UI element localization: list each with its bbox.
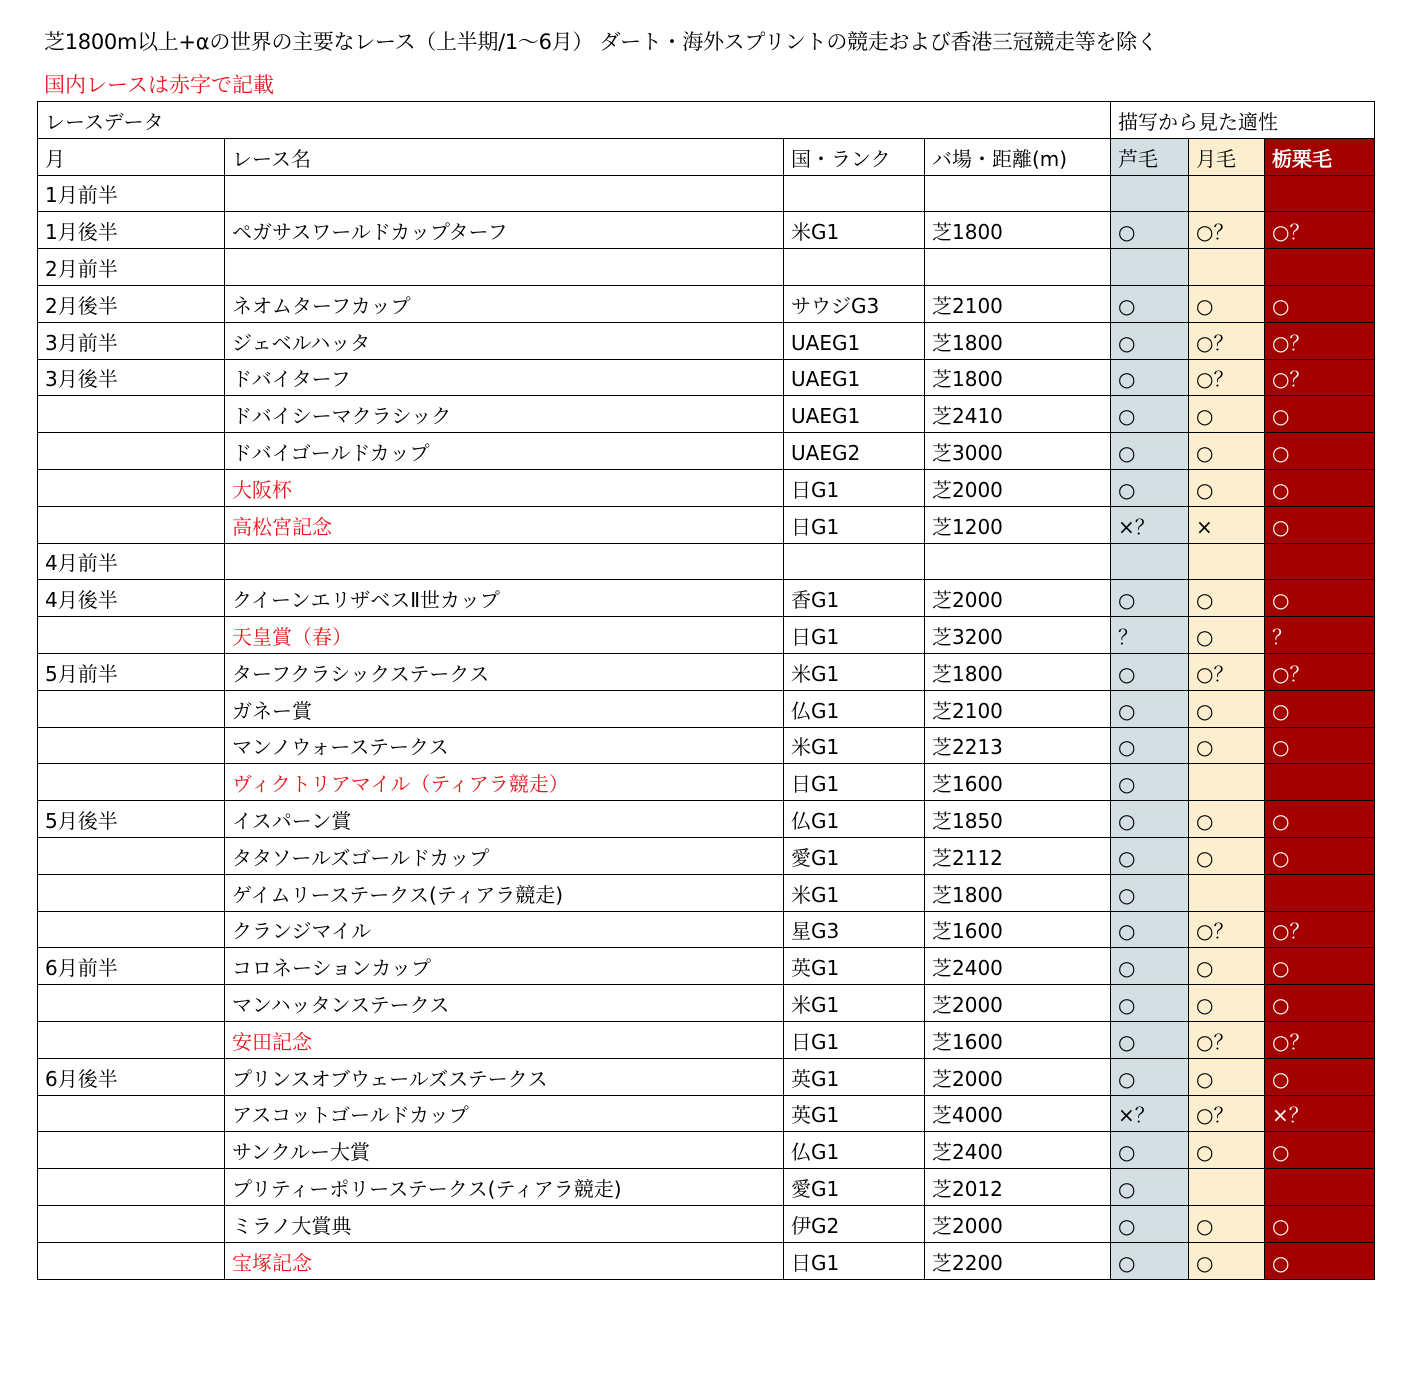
cell-month	[38, 874, 225, 911]
cell-ash: ○	[1111, 801, 1189, 838]
cell-course: 芝3000	[925, 433, 1111, 470]
table-row	[38, 911, 1375, 948]
cell-moon: ○？	[1189, 1095, 1265, 1132]
cell-ash: ○	[1111, 653, 1189, 690]
cell-month	[38, 506, 225, 543]
cell-race: クランジマイル	[225, 911, 784, 948]
cell-ash	[1111, 543, 1189, 580]
cell-month	[38, 985, 225, 1022]
table-row	[38, 285, 1375, 322]
cell-month: 6月前半	[38, 948, 225, 985]
cell-moon: ○	[1189, 1058, 1265, 1095]
cell-rank: UAEG1	[784, 359, 925, 396]
cell-race	[225, 249, 784, 286]
cell-course: 芝2000	[925, 1058, 1111, 1095]
cell-ash: ○	[1111, 212, 1189, 249]
section-race-data: レースデータ	[38, 102, 1111, 139]
cell-ash: ○	[1111, 1169, 1189, 1206]
cell-race: アスコットゴールドカップ	[225, 1095, 784, 1132]
cell-race: 宝塚記念	[225, 1242, 784, 1279]
cell-rank	[784, 543, 925, 580]
cell-moon: ○	[1189, 837, 1265, 874]
cell-race: タタソールズゴールドカップ	[225, 837, 784, 874]
cell-chest: ○	[1265, 801, 1375, 838]
cell-chest	[1265, 874, 1375, 911]
cell-course: 芝3200	[925, 617, 1111, 654]
cell-moon	[1189, 874, 1265, 911]
table-row	[38, 543, 1375, 580]
table-row	[38, 837, 1375, 874]
cell-chest	[1265, 1169, 1375, 1206]
cell-race: コロネーションカップ	[225, 948, 784, 985]
cell-chest: ○	[1265, 469, 1375, 506]
header-chest: 栃栗毛	[1265, 138, 1375, 175]
table-row	[38, 175, 1375, 212]
cell-race: ペガサスワールドカップターフ	[225, 212, 784, 249]
page-title: 芝1800m以上+αの世界の主要なレース（上半期/1〜6月） ダート・海外スプリントの競走および香港三冠競走等を除く	[44, 30, 1158, 54]
table-row	[38, 1205, 1375, 1242]
cell-rank: 日G1	[784, 1242, 925, 1279]
cell-moon: ○	[1189, 801, 1265, 838]
cell-chest: ○？	[1265, 359, 1375, 396]
cell-moon	[1189, 249, 1265, 286]
cell-month	[38, 1242, 225, 1279]
cell-course: 芝1850	[925, 801, 1111, 838]
section-header-row	[38, 102, 1375, 139]
cell-rank: 米G1	[784, 985, 925, 1022]
table-row	[38, 1169, 1375, 1206]
cell-race: イスパーン賞	[225, 801, 784, 838]
cell-rank: 日G1	[784, 1021, 925, 1058]
table-row	[38, 1058, 1375, 1095]
column-header-row	[38, 138, 1375, 175]
cell-moon: ○	[1189, 433, 1265, 470]
section-aptitude: 描写から見た適性	[1111, 102, 1375, 139]
cell-month: 6月後半	[38, 1058, 225, 1095]
cell-race: サンクルー大賞	[225, 1132, 784, 1169]
cell-moon	[1189, 175, 1265, 212]
cell-race: ドバイターフ	[225, 359, 784, 396]
cell-ash: ○	[1111, 433, 1189, 470]
cell-chest: ○	[1265, 433, 1375, 470]
cell-rank: 伊G2	[784, 1205, 925, 1242]
cell-race: ゲイムリーステークス(ティアラ競走)	[225, 874, 784, 911]
cell-month	[38, 617, 225, 654]
table-row	[38, 1242, 1375, 1279]
cell-race: 安田記念	[225, 1021, 784, 1058]
cell-race: 天皇賞（春）	[225, 617, 784, 654]
cell-course: 芝1600	[925, 1021, 1111, 1058]
cell-course: 芝2000	[925, 580, 1111, 617]
table-row	[38, 801, 1375, 838]
cell-race: ジェベルハッタ	[225, 322, 784, 359]
cell-course: 芝1800	[925, 359, 1111, 396]
cell-moon: ○？	[1189, 1021, 1265, 1058]
cell-race: 高松宮記念	[225, 506, 784, 543]
cell-rank: 日G1	[784, 506, 925, 543]
cell-chest: ○	[1265, 1242, 1375, 1279]
race-table	[37, 101, 1375, 1280]
table-row	[38, 617, 1375, 654]
cell-month	[38, 690, 225, 727]
cell-ash: ○	[1111, 911, 1189, 948]
cell-course: 芝2200	[925, 1242, 1111, 1279]
cell-chest: ○？	[1265, 911, 1375, 948]
cell-month: 4月前半	[38, 543, 225, 580]
cell-month	[38, 1132, 225, 1169]
cell-rank: 愛G1	[784, 837, 925, 874]
cell-moon: ○	[1189, 469, 1265, 506]
cell-chest: ×？	[1265, 1095, 1375, 1132]
cell-race: ヴィクトリアマイル（ティアラ競走）	[225, 764, 784, 801]
cell-ash: ○	[1111, 1058, 1189, 1095]
cell-course: 芝2400	[925, 948, 1111, 985]
cell-moon: ○？	[1189, 653, 1265, 690]
table-row	[38, 1021, 1375, 1058]
cell-moon: ○？	[1189, 359, 1265, 396]
cell-moon	[1189, 1169, 1265, 1206]
cell-month: 2月後半	[38, 285, 225, 322]
cell-rank: 米G1	[784, 212, 925, 249]
cell-rank: 香G1	[784, 580, 925, 617]
cell-rank: 英G1	[784, 1058, 925, 1095]
cell-chest: ○	[1265, 580, 1375, 617]
table-row	[38, 1095, 1375, 1132]
cell-rank: 米G1	[784, 874, 925, 911]
table-row	[38, 212, 1375, 249]
cell-course: 芝2000	[925, 985, 1111, 1022]
cell-moon: ○	[1189, 1205, 1265, 1242]
cell-course: 芝4000	[925, 1095, 1111, 1132]
cell-rank: UAEG2	[784, 433, 925, 470]
cell-course: 芝2410	[925, 396, 1111, 433]
header-moon: 月毛	[1189, 138, 1265, 175]
cell-month: 4月後半	[38, 580, 225, 617]
cell-race: マンハッタンステークス	[225, 985, 784, 1022]
cell-chest: ○	[1265, 985, 1375, 1022]
cell-moon: ○	[1189, 285, 1265, 322]
cell-rank: サウジG3	[784, 285, 925, 322]
table-row	[38, 396, 1375, 433]
cell-moon: ○	[1189, 948, 1265, 985]
table-row	[38, 322, 1375, 359]
cell-month: 5月前半	[38, 653, 225, 690]
cell-rank: 英G1	[784, 1095, 925, 1132]
cell-ash	[1111, 249, 1189, 286]
cell-ash: ○	[1111, 469, 1189, 506]
table-row	[38, 874, 1375, 911]
cell-ash: ×？	[1111, 1095, 1189, 1132]
cell-course: 芝2112	[925, 837, 1111, 874]
cell-month	[38, 727, 225, 764]
cell-ash: ○	[1111, 1132, 1189, 1169]
domestic-note: 国内レースは赤字で記載	[44, 73, 274, 97]
cell-course: 芝1600	[925, 911, 1111, 948]
cell-rank: 日G1	[784, 764, 925, 801]
table-row	[38, 433, 1375, 470]
cell-rank: 仏G1	[784, 690, 925, 727]
cell-rank: 愛G1	[784, 1169, 925, 1206]
cell-month	[38, 1021, 225, 1058]
cell-ash: ○	[1111, 874, 1189, 911]
cell-course: 芝1200	[925, 506, 1111, 543]
header-race: レース名	[225, 138, 784, 175]
cell-rank: 米G1	[784, 727, 925, 764]
cell-course: 芝1800	[925, 874, 1111, 911]
cell-race: マンノウォーステークス	[225, 727, 784, 764]
cell-moon	[1189, 764, 1265, 801]
cell-ash	[1111, 175, 1189, 212]
cell-moon: ○？	[1189, 322, 1265, 359]
cell-course: 芝1600	[925, 764, 1111, 801]
cell-course: 芝2100	[925, 285, 1111, 322]
cell-race: プリンスオブウェールズステークス	[225, 1058, 784, 1095]
cell-month: 3月後半	[38, 359, 225, 396]
cell-chest: ○？	[1265, 1021, 1375, 1058]
table-row	[38, 1132, 1375, 1169]
table-row	[38, 727, 1375, 764]
cell-ash: ○	[1111, 837, 1189, 874]
cell-month: 3月前半	[38, 322, 225, 359]
cell-ash: ？	[1111, 617, 1189, 654]
cell-course: 芝1800	[925, 212, 1111, 249]
cell-chest: ○	[1265, 690, 1375, 727]
cell-course: 芝1800	[925, 653, 1111, 690]
cell-ash: ○	[1111, 948, 1189, 985]
cell-race: ネオムターフカップ	[225, 285, 784, 322]
cell-moon: ○？	[1189, 212, 1265, 249]
cell-month	[38, 1095, 225, 1132]
cell-month: 1月前半	[38, 175, 225, 212]
table-row	[38, 653, 1375, 690]
cell-race: ドバイゴールドカップ	[225, 433, 784, 470]
header-rank: 国・ランク	[784, 138, 925, 175]
cell-month: 5月後半	[38, 801, 225, 838]
cell-race: クイーンエリザベスⅡ世カップ	[225, 580, 784, 617]
cell-chest: ○？	[1265, 653, 1375, 690]
cell-ash: ○	[1111, 727, 1189, 764]
cell-month	[38, 1205, 225, 1242]
cell-chest: ○	[1265, 948, 1375, 985]
cell-ash: ○	[1111, 1205, 1189, 1242]
cell-month	[38, 837, 225, 874]
table-row	[38, 985, 1375, 1022]
cell-course: 芝2100	[925, 690, 1111, 727]
cell-chest: ○	[1265, 1132, 1375, 1169]
cell-course	[925, 543, 1111, 580]
cell-rank: 星G3	[784, 911, 925, 948]
cell-month	[38, 433, 225, 470]
cell-course: 芝2213	[925, 727, 1111, 764]
cell-month: 2月前半	[38, 249, 225, 286]
cell-course: 芝2400	[925, 1132, 1111, 1169]
cell-chest: ○？	[1265, 212, 1375, 249]
table-row	[38, 469, 1375, 506]
cell-race	[225, 175, 784, 212]
header-month: 月	[38, 138, 225, 175]
cell-race: プリティーポリーステークス(ティアラ競走)	[225, 1169, 784, 1206]
cell-ash: ○	[1111, 764, 1189, 801]
cell-month: 1月後半	[38, 212, 225, 249]
cell-ash: ○	[1111, 690, 1189, 727]
table-row	[38, 764, 1375, 801]
cell-moon: ×	[1189, 506, 1265, 543]
cell-rank: 英G1	[784, 948, 925, 985]
cell-race: ガネー賞	[225, 690, 784, 727]
cell-chest: ○	[1265, 396, 1375, 433]
cell-moon: ○	[1189, 985, 1265, 1022]
cell-chest: ○	[1265, 506, 1375, 543]
table-row	[38, 580, 1375, 617]
cell-moon: ○	[1189, 580, 1265, 617]
cell-rank	[784, 175, 925, 212]
cell-ash: ○	[1111, 985, 1189, 1022]
cell-ash: ×？	[1111, 506, 1189, 543]
cell-course	[925, 249, 1111, 286]
cell-rank: UAEG1	[784, 396, 925, 433]
cell-chest	[1265, 543, 1375, 580]
cell-moon: ○	[1189, 690, 1265, 727]
table-row	[38, 506, 1375, 543]
cell-course: 芝2000	[925, 469, 1111, 506]
cell-race: ドバイシーマクラシック	[225, 396, 784, 433]
cell-month	[38, 911, 225, 948]
cell-moon: ○	[1189, 617, 1265, 654]
cell-moon: ○	[1189, 396, 1265, 433]
cell-rank	[784, 249, 925, 286]
cell-ash: ○	[1111, 322, 1189, 359]
table-row	[38, 948, 1375, 985]
cell-rank: 仏G1	[784, 801, 925, 838]
cell-ash: ○	[1111, 359, 1189, 396]
cell-race	[225, 543, 784, 580]
cell-course	[925, 175, 1111, 212]
cell-chest: ○	[1265, 727, 1375, 764]
cell-chest: ○	[1265, 1058, 1375, 1095]
cell-chest: ○	[1265, 837, 1375, 874]
header-ash: 芦毛	[1111, 138, 1189, 175]
cell-rank: 日G1	[784, 617, 925, 654]
cell-rank: 仏G1	[784, 1132, 925, 1169]
cell-race: ターフクラシックステークス	[225, 653, 784, 690]
cell-moon: ○	[1189, 1242, 1265, 1279]
cell-ash: ○	[1111, 580, 1189, 617]
cell-ash: ○	[1111, 396, 1189, 433]
cell-course: 芝1800	[925, 322, 1111, 359]
cell-chest	[1265, 764, 1375, 801]
cell-moon: ○？	[1189, 911, 1265, 948]
cell-month	[38, 1169, 225, 1206]
cell-moon: ○	[1189, 1132, 1265, 1169]
cell-chest	[1265, 175, 1375, 212]
cell-month	[38, 469, 225, 506]
table-row	[38, 359, 1375, 396]
cell-rank: UAEG1	[784, 322, 925, 359]
cell-ash: ○	[1111, 285, 1189, 322]
cell-course: 芝2000	[925, 1205, 1111, 1242]
table-row	[38, 690, 1375, 727]
cell-moon	[1189, 543, 1265, 580]
cell-chest: ○	[1265, 1205, 1375, 1242]
cell-month	[38, 396, 225, 433]
cell-chest: ○？	[1265, 322, 1375, 359]
cell-rank: 米G1	[784, 653, 925, 690]
cell-month	[38, 764, 225, 801]
cell-chest	[1265, 249, 1375, 286]
cell-ash: ○	[1111, 1242, 1189, 1279]
cell-ash: ○	[1111, 1021, 1189, 1058]
cell-race: ミラノ大賞典	[225, 1205, 784, 1242]
cell-moon: ○	[1189, 727, 1265, 764]
cell-chest: ？	[1265, 617, 1375, 654]
header-course: バ場・距離(m)	[925, 138, 1111, 175]
cell-rank: 日G1	[784, 469, 925, 506]
cell-course: 芝2012	[925, 1169, 1111, 1206]
cell-chest: ○	[1265, 285, 1375, 322]
cell-race: 大阪杯	[225, 469, 784, 506]
table-row	[38, 249, 1375, 286]
